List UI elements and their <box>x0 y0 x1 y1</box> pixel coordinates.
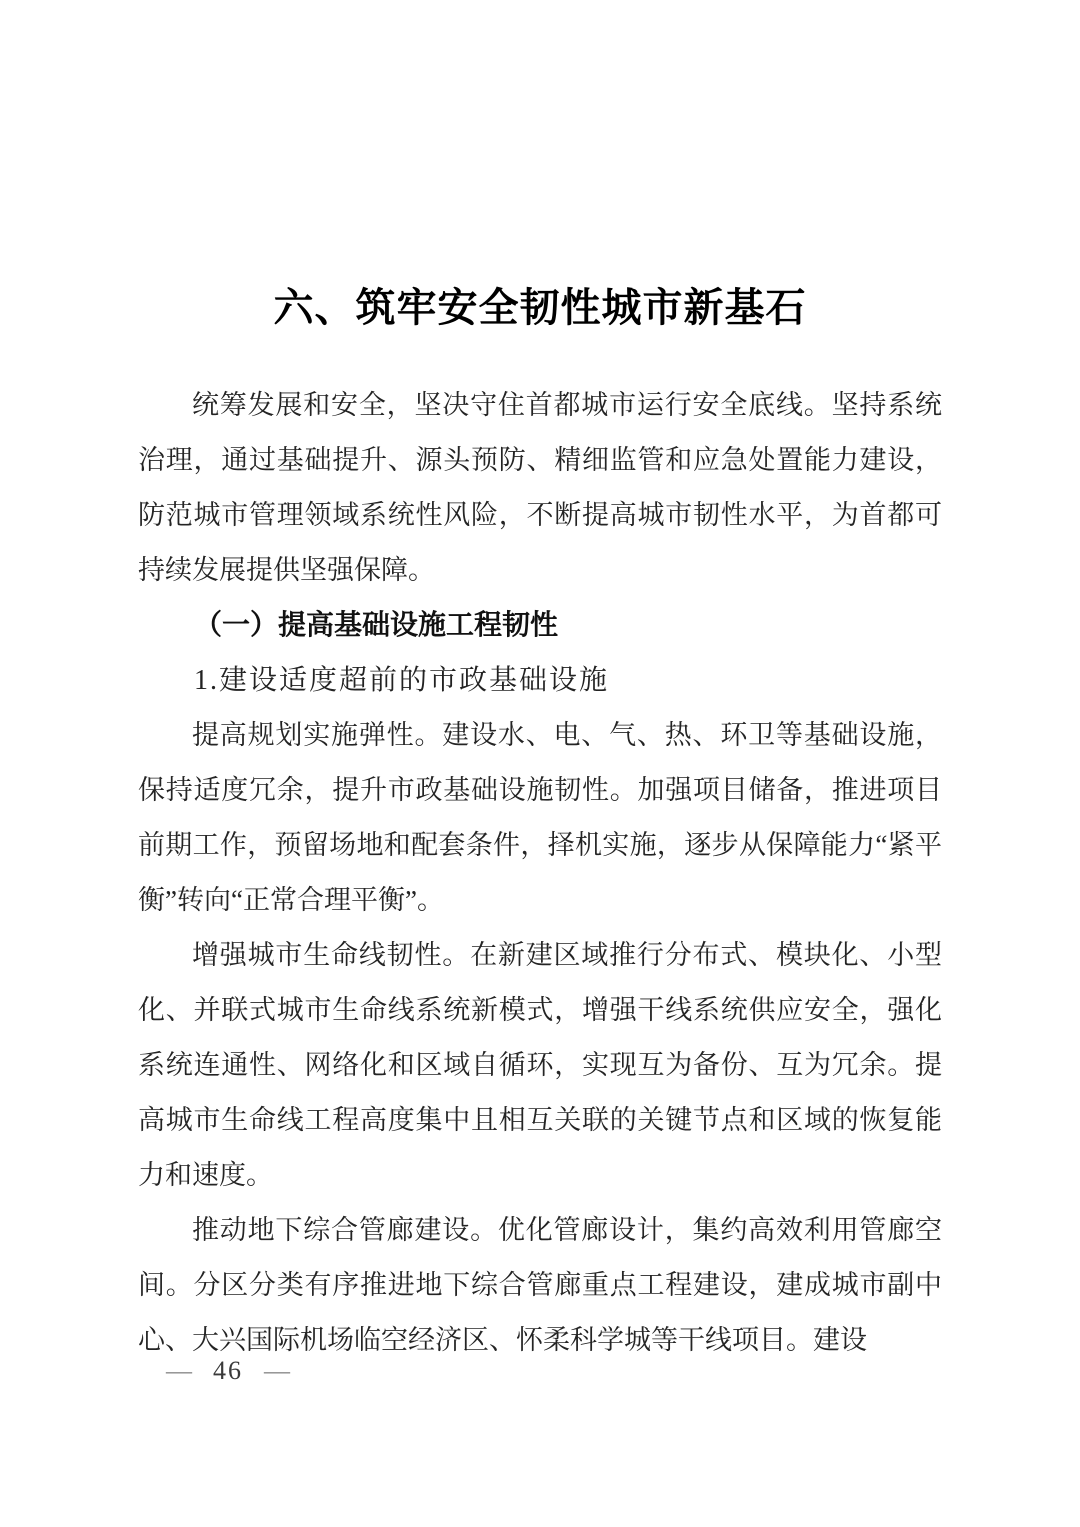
paragraph-lifeline-resilience: 增强城市生命线韧性。在新建区域推行分布式、模块化、小型化、并联式城市生命线系统新模式，增强干线系统供应安全，强化系统连通性、网络化和区域自循环，实现互为备份、互为冗余。提高城市生命线工程高度集中且相互关联的关键节点和区域的恢复能力和速度。 <box>138 940 942 1190</box>
page-number: 46 <box>213 1356 243 1385</box>
document-body <box>0 378 1080 1368</box>
section-title: 六、筑牢安全韧性城市新基石 <box>273 285 807 330</box>
footer-dash-left: — <box>166 1356 192 1385</box>
paragraph-planning-elasticity: 提高规划实施弹性。建设水、电、气、热、环卫等基础设施，保持适度冗余，提升市政基础设施韧性。加强项目储备，推进项目前期工作，预留场地和配套条件，择机实施，逐步从保障能力“紧平衡”转向“正常合理平衡”。 <box>138 720 942 915</box>
paragraph-overview: 统筹发展和安全，坚决守住首都城市运行安全底线。坚持系统治理，通过基础提升、源头预防、精细监管和应急处置能力建设，防范城市管理领域系统性风险，不断提高城市韧性水平，为首都可持续发展提供坚强保障。 <box>138 390 942 585</box>
numbered-heading: 1.建设适度超前的市政基础设施 <box>194 665 610 696</box>
page-footer <box>166 1356 290 1386</box>
paragraph-utility-tunnel: 推动地下综合管廊建设。优化管廊设计，集约高效利用管廊空间。分区分类有序推进地下综合管廊重点工程建设，建成城市副中心、大兴国际机场临空经济区、怀柔科学城等干线项目。建设 <box>138 1215 942 1355</box>
subsection-heading: （一）提高基础设施工程韧性 <box>194 610 559 641</box>
footer-dash-right: — <box>264 1356 290 1385</box>
